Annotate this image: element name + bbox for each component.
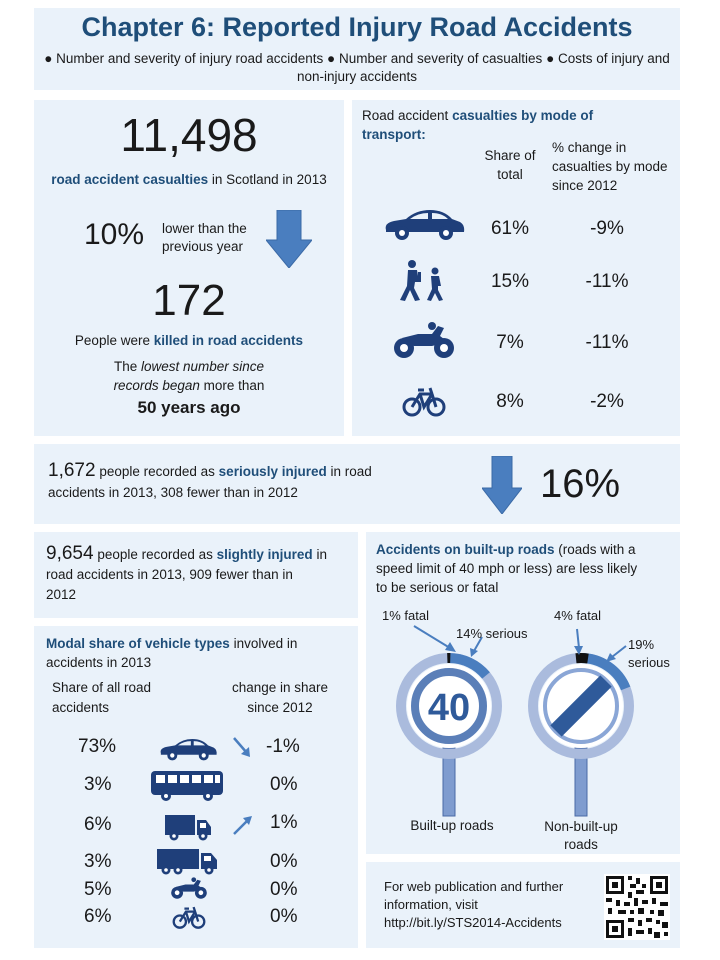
modal-share: 73%	[78, 736, 117, 757]
van-icon	[164, 814, 212, 842]
modes-share: 61%	[490, 218, 530, 239]
builtup-panel	[366, 532, 680, 854]
builtup-heading: Accidents on built-up roads (roads with a speed limit of 40 mph or less) are less likely to be serious or fatal	[376, 542, 638, 595]
car-icon	[382, 206, 466, 242]
speed-limit-40-sign	[394, 648, 504, 818]
modal-share: 5%	[84, 879, 112, 900]
qr-code-icon[interactable]	[604, 874, 670, 940]
modal-col-change: change in share since 2012	[231, 680, 329, 715]
modes-heading: Road accident casualties by mode of transport:	[362, 108, 594, 142]
trend-down-arrow-icon	[232, 736, 252, 758]
serious-text: 1,672 people recorded as seriously injured in road accidents in 2013, 308 fewer than in 2012	[48, 460, 372, 500]
slight-panel	[34, 532, 358, 618]
modes-panel	[352, 100, 680, 436]
bullet-icon: ●	[327, 51, 336, 66]
killed-number: 172	[152, 276, 226, 325]
bullet-icon: ●	[546, 51, 555, 66]
sign2-fatal-pointer	[570, 628, 584, 656]
modes-change: -11%	[585, 271, 629, 292]
modes-share: 15%	[490, 271, 530, 292]
pedestrians-icon	[400, 260, 446, 302]
casualties-panel	[34, 100, 344, 436]
lowest-text: The lowest number since records began more than	[113, 359, 265, 393]
modal-share: 6%	[84, 906, 112, 927]
sign1-serious-label: 14% serious	[456, 626, 528, 641]
modal-change: 0%	[270, 906, 298, 927]
bus-icon	[150, 770, 224, 802]
trend-up-arrow-icon	[232, 814, 254, 836]
page-title: Chapter 6: Reported Injury Road Accidents	[81, 12, 633, 42]
motorcycle-icon	[170, 876, 208, 900]
footer-panel	[366, 862, 680, 948]
serious-panel	[34, 444, 680, 524]
header-panel	[34, 8, 680, 90]
modal-panel	[34, 626, 358, 948]
modes-share: 8%	[496, 391, 524, 412]
down-arrow-icon	[266, 210, 312, 268]
sign2-label: Non-built-up roads	[544, 819, 618, 852]
sign1-fatal-label: 1% fatal	[382, 608, 429, 623]
modes-col-change: % change in casualties by mode since 2012	[552, 140, 668, 193]
modal-share: 3%	[84, 774, 112, 795]
casualties-number: 11,498	[120, 109, 258, 161]
sign2-serious-pointer	[604, 644, 628, 664]
footer-link[interactable]: http://bit.ly/STS2014-Accidents	[384, 915, 562, 930]
sign1-label: Built-up roads	[410, 818, 494, 833]
down-arrow-icon	[482, 456, 522, 514]
modes-change: -11%	[585, 332, 629, 353]
modal-change: 0%	[270, 879, 298, 900]
modal-share: 3%	[84, 851, 112, 872]
modal-share: 6%	[84, 814, 112, 835]
modal-heading: Modal share of vehicle types involved in accidents in 2013	[46, 636, 298, 670]
modes-change: -2%	[590, 391, 624, 412]
modes-change: -9%	[590, 218, 624, 239]
bullet-icon: ●	[44, 51, 53, 66]
bicycle-icon	[402, 384, 446, 418]
years-text: 50 years ago	[137, 398, 241, 417]
car-icon	[158, 736, 218, 762]
modes-share: 7%	[496, 332, 524, 353]
sign2-fatal-label: 4% fatal	[554, 608, 601, 623]
serious-pct: 16%	[540, 462, 621, 506]
decrease-label: lower than the previous year	[162, 221, 247, 254]
modal-change: 0%	[270, 851, 298, 872]
sign1-value: 40	[427, 687, 471, 729]
bicycle-icon	[172, 904, 206, 930]
decrease-pct: 10%	[84, 218, 145, 251]
motorcycle-icon	[392, 320, 456, 360]
killed-label: People were killed in road accidents	[74, 333, 304, 348]
sign2-serious-label: 19% serious	[628, 637, 670, 670]
topic-list: ● Number and severity of injury road accidents ● Number and severity of casualties ● Costs of injury and non-injury accidents	[44, 51, 670, 84]
modal-change: 0%	[270, 774, 298, 795]
modal-col-share: Share of all road accidents	[52, 680, 152, 715]
footer-text: For web publication and further information, visit http://bit.ly/STS2014-Accidents	[384, 879, 564, 930]
national-speed-limit-sign	[526, 648, 636, 818]
casualties-label: road accident casualties in Scotland in 2013	[51, 172, 327, 187]
modal-change: 1%	[270, 812, 298, 833]
modal-change: -1%	[266, 736, 300, 757]
sign1-fatal-pointer	[412, 624, 462, 654]
lorry-icon	[156, 848, 218, 876]
slight-text: 9,654 people recorded as slightly injured in road accidents in 2013, 909 fewer than in 2012	[46, 543, 327, 602]
modes-col-share: Share of total	[484, 148, 536, 182]
